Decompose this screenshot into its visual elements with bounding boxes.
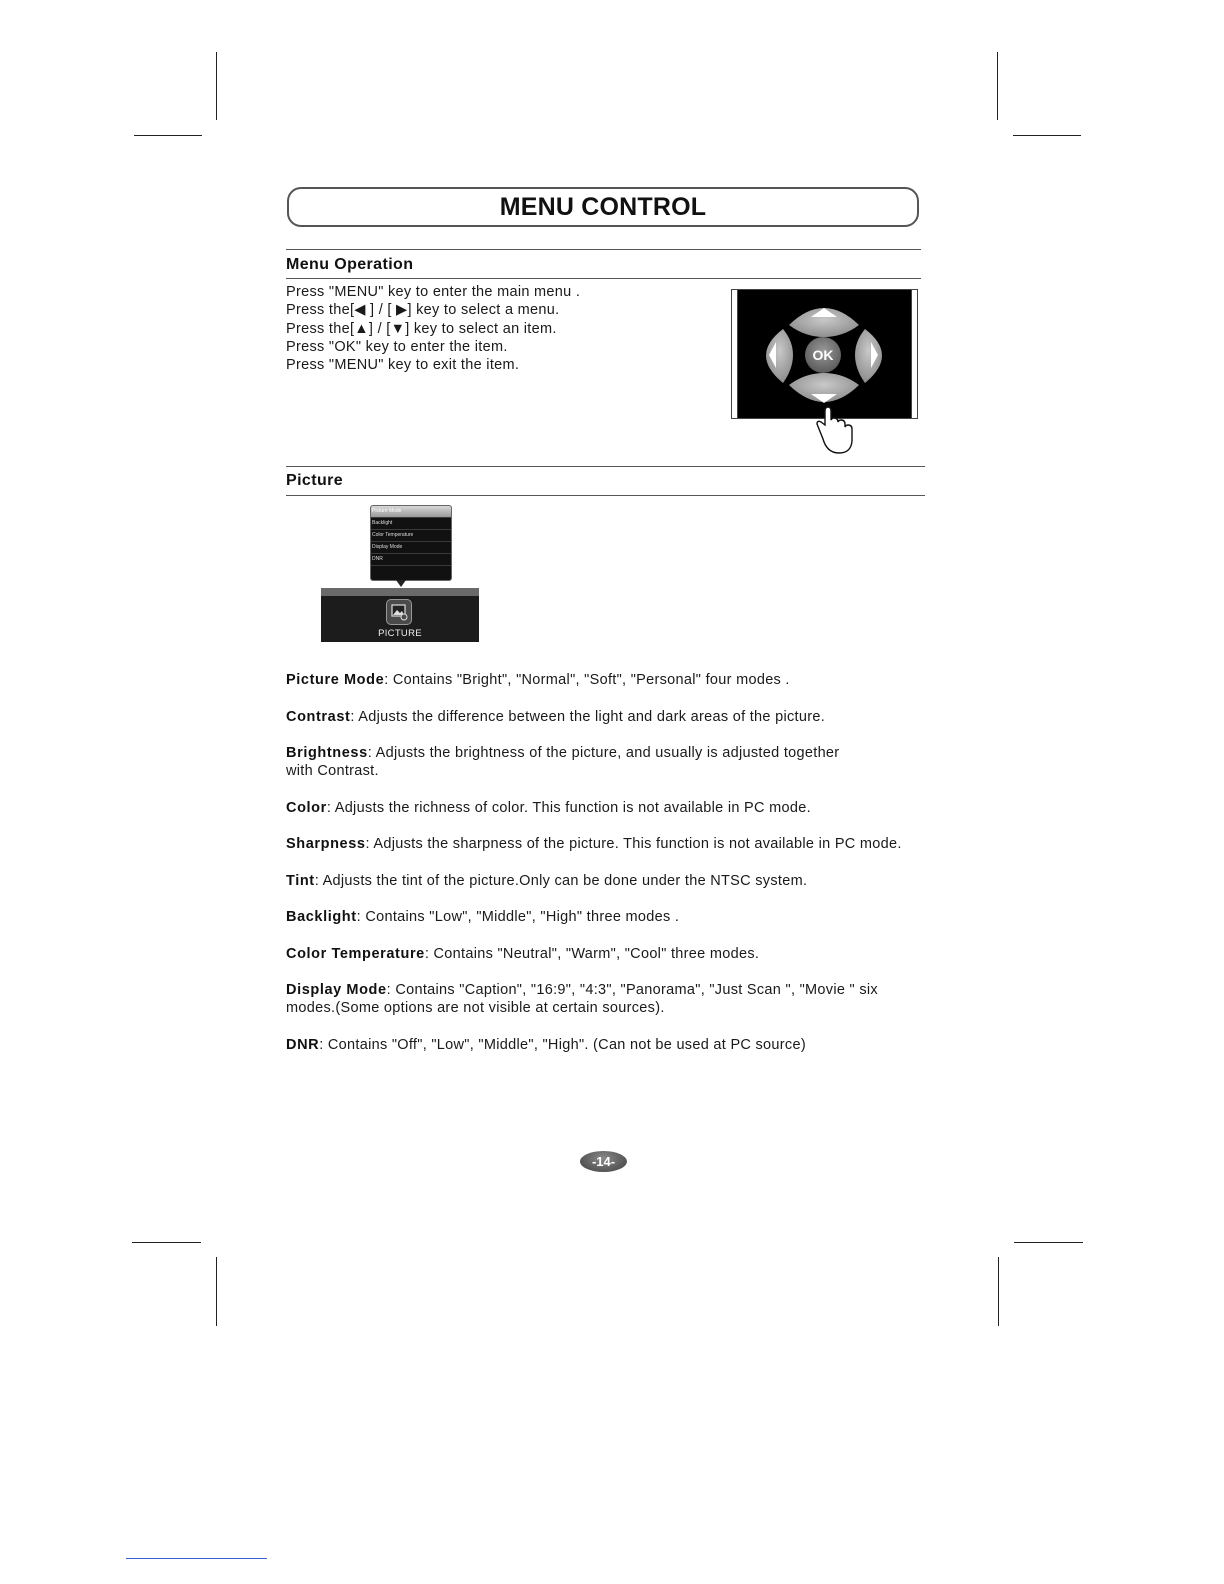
desc-term: Color (286, 800, 327, 816)
desc-text: : Contains "Caption", "16:9", "4:3", "Panorama", "Just Scan ", "Movie " six (386, 982, 878, 998)
desc-dnr (286, 1036, 806, 1054)
page-number-badge (580, 1151, 627, 1172)
desc-color-temperature (286, 945, 759, 963)
menu-item-dnr: DNR (371, 554, 451, 566)
divider (286, 278, 921, 279)
bottom-rule (126, 1558, 267, 1559)
picture-icon (386, 599, 412, 625)
desc-backlight (286, 908, 679, 926)
desc-term: DNR (286, 1037, 320, 1053)
desc-term: Sharpness (286, 836, 366, 852)
desc-text: : Adjusts the richness of color. This function is not available in PC mode. (326, 800, 811, 816)
crop-mark-bottom-right-horizontal (1014, 1242, 1083, 1243)
desc-text: : Contains "Neutral", "Warm", "Cool" three modes. (424, 946, 760, 962)
crop-mark-top-right-horizontal (1013, 135, 1081, 136)
desc-text-continued: modes.(Some options are not visible at certain sources). (286, 1000, 665, 1017)
desc-term: Display Mode (286, 982, 387, 998)
main-menu-bar (321, 588, 479, 642)
desc-text-continued: with Contrast. (286, 763, 379, 780)
desc-text: : Adjusts the brightness of the picture, and usually is adjusted together (367, 745, 840, 761)
crop-mark-bottom-left-horizontal (132, 1242, 201, 1243)
page-title: MENU CONTROL (499, 192, 707, 221)
menu-item-color-temperature: Color Temperature (371, 530, 451, 542)
page-title-box (287, 187, 919, 227)
desc-tint (286, 872, 807, 890)
dpad-right-button (855, 329, 882, 383)
dpad-up-button (789, 308, 859, 337)
hand-pointer-icon (817, 407, 852, 453)
desc-contrast (286, 708, 825, 726)
desc-term: Brightness (286, 745, 368, 761)
instruction-line: Press the[▲] / [▼] key to select an item. (286, 320, 557, 337)
ok-label: OK (812, 347, 834, 363)
crop-mark-top-left-horizontal (134, 135, 202, 136)
section-heading-picture: Picture (286, 472, 344, 489)
desc-text: : Contains "Low", "Middle", "High" three modes . (356, 909, 680, 925)
desc-term: Backlight (286, 909, 357, 925)
picture-menu-popup (370, 505, 452, 581)
menu-bar-strip (321, 588, 479, 596)
page-number: -14- (591, 1154, 616, 1169)
menu-pointer-arrow (396, 580, 406, 587)
dpad-left-button (766, 329, 793, 383)
instruction-line: Press the[◀ ] / [ ▶] key to select a menu. (286, 302, 560, 319)
desc-text: : Contains "Bright", "Normal", "Soft", "Personal" four modes . (384, 672, 790, 688)
desc-text: : Adjusts the tint of the picture.Only can be done under the NTSC system. (314, 873, 808, 889)
crop-mark-top-left-vertical (216, 52, 217, 120)
desc-color (286, 799, 811, 817)
ok-button (805, 337, 841, 373)
instruction-line: Press "OK" key to enter the item. (286, 338, 508, 355)
desc-text: : Adjusts the sharpness of the picture. This function is not available in PC mode. (365, 836, 902, 852)
menu-item-backlight: Backlight (371, 518, 451, 530)
desc-term: Tint (286, 873, 315, 889)
desc-term: Picture Mode (286, 672, 385, 688)
desc-text: : Contains "Off", "Low", "Middle", "High". (Can not be used at PC source) (319, 1037, 806, 1053)
crop-mark-top-right-vertical (997, 52, 998, 120)
section-heading-menu-operation: Menu Operation (286, 256, 414, 273)
desc-term: Contrast (286, 709, 351, 725)
divider (286, 249, 921, 250)
picture-menu-label: PICTURE (378, 628, 422, 639)
menu-operation-instructions (286, 283, 580, 374)
instruction-line: Press "MENU" key to enter the main menu . (286, 284, 581, 300)
desc-display-mode (286, 981, 878, 1018)
desc-brightness (286, 744, 839, 781)
desc-term: Color Temperature (286, 946, 425, 962)
crop-mark-bottom-right-vertical (998, 1257, 999, 1326)
instruction-line: Press "MENU" key to exit the item. (286, 357, 520, 374)
crop-mark-bottom-left-vertical (216, 1257, 217, 1326)
dpad-down-button (789, 373, 859, 403)
menu-item-picture-mode: Picture Mode (371, 506, 451, 518)
remote-dpad-illustration (731, 289, 918, 459)
desc-sharpness (286, 835, 902, 853)
menu-item-display-mode: Display Mode (371, 542, 451, 554)
divider (286, 495, 925, 496)
desc-text: : Adjusts the difference between the light and dark areas of the picture. (350, 709, 826, 725)
divider (286, 466, 925, 467)
desc-picture-mode (286, 671, 790, 689)
